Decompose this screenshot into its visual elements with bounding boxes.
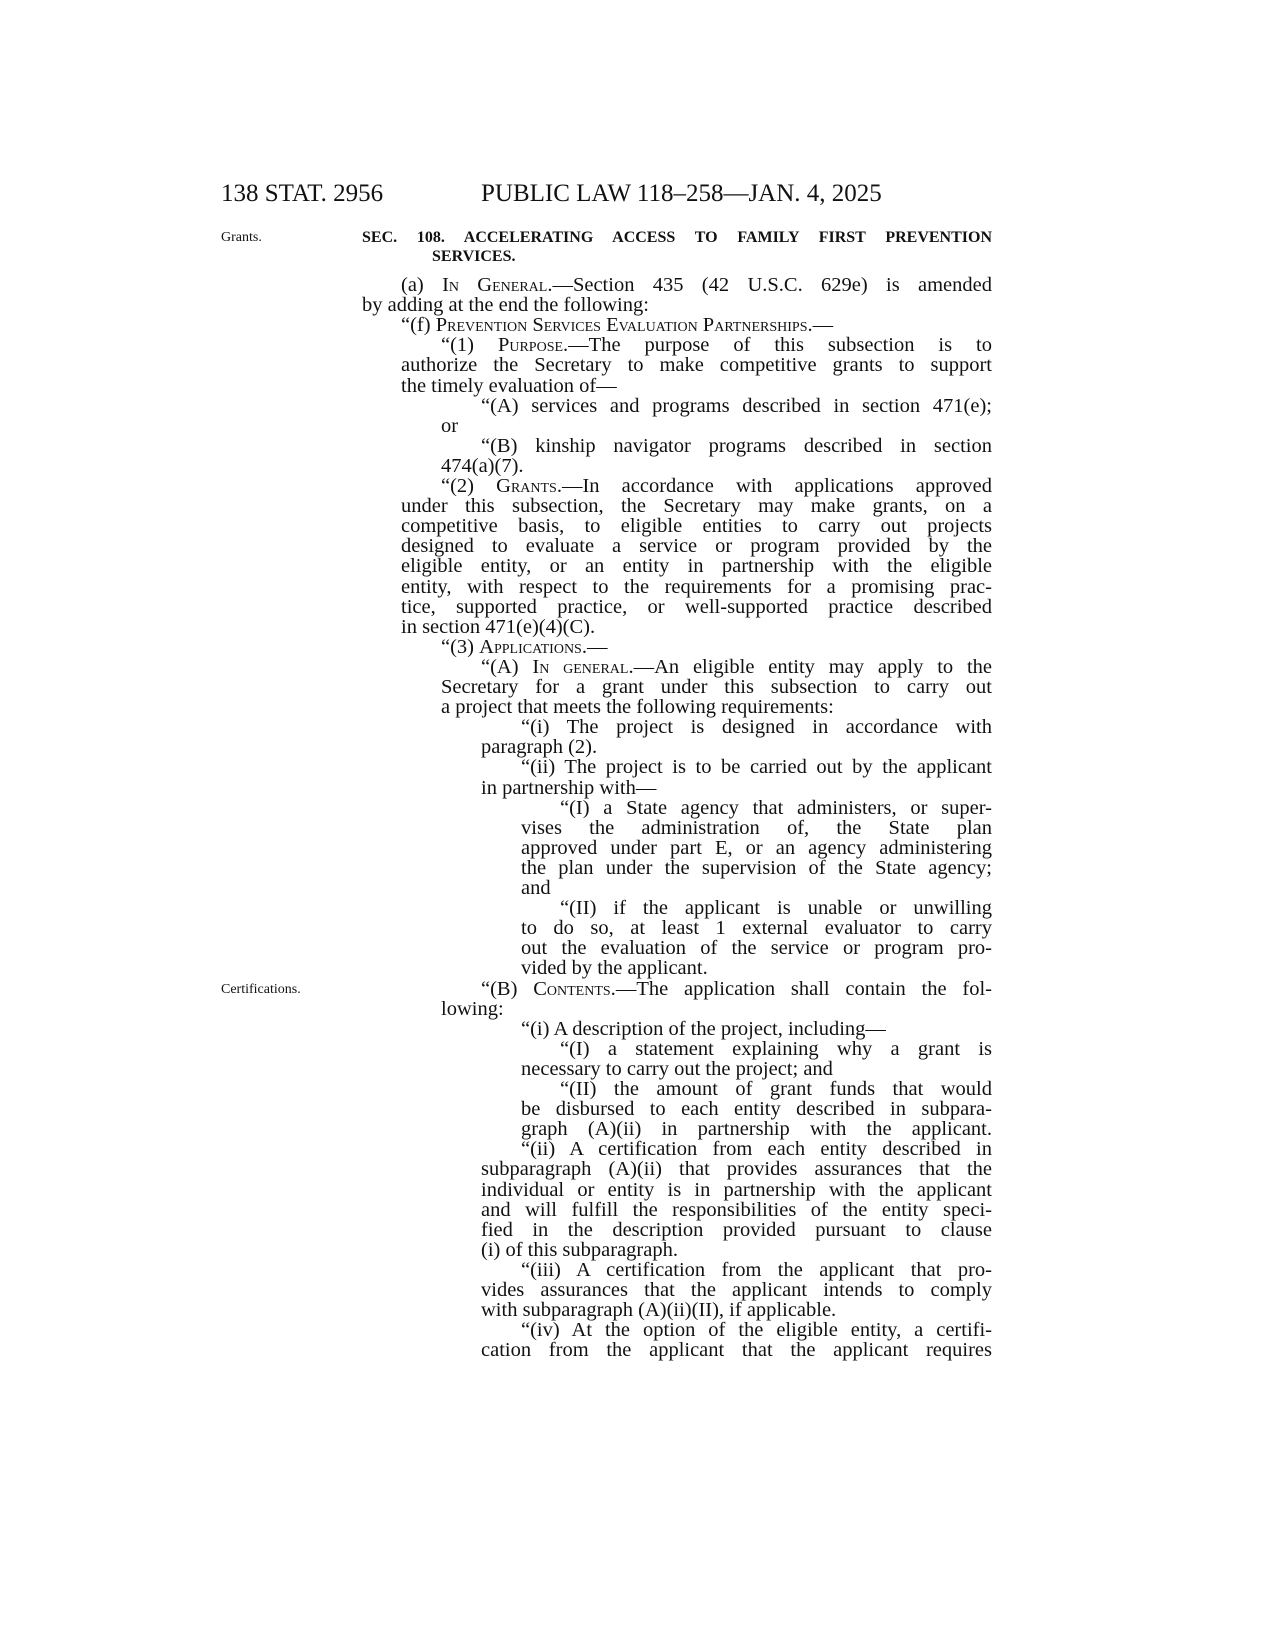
text-line [521, 837, 992, 859]
text-line [401, 354, 992, 376]
text-run: individual or entity is in partnership with the applicant [481, 1178, 992, 1201]
text-run: paragraph (2). [481, 736, 598, 759]
subsection-caption: Prevention Services Evaluation Partnerships. [435, 314, 813, 337]
text-run: “(A) [481, 655, 533, 678]
text-run: in section 471(e)(4)(C). [401, 615, 596, 638]
text-run: out the evaluation of the service or program pro- [521, 937, 992, 960]
text-run: —The purpose of this subsection is to [568, 334, 992, 357]
text-line [441, 676, 992, 698]
text-line [481, 395, 992, 417]
text-line [401, 495, 992, 517]
text-line [521, 957, 708, 979]
subsection-caption: In General. [442, 274, 553, 296]
text-line [481, 1179, 992, 1201]
text-line [521, 716, 992, 738]
text-run: “(B) [481, 977, 534, 1000]
text-line [521, 917, 992, 939]
text-run: be disbursed to each entity described in subpara- [521, 1098, 992, 1121]
text-line [401, 375, 617, 397]
text-line [521, 1319, 992, 1341]
text-line [441, 696, 834, 718]
margin-note-grants: Grants. [221, 230, 262, 245]
running-header: PUBLIC LAW 118–258—JAN. 4, 2025 [481, 180, 882, 207]
text-run: 474(a)(7). [441, 454, 524, 477]
text-run: lowing: [441, 997, 504, 1020]
text-line [521, 1118, 992, 1140]
text-line [560, 897, 992, 919]
text-run: — [586, 635, 608, 658]
text-line [560, 797, 992, 819]
text-line [521, 877, 551, 899]
text-line [362, 294, 649, 316]
text-run: subparagraph (A)(ii) that provides assurances that the [481, 1158, 992, 1181]
text-run: vises the administration of, the State plan [521, 816, 992, 839]
text-run: to do so, at least 1 external evaluator to carry [521, 917, 992, 940]
text-run: “(I) a State agency that administers, or super- [560, 796, 992, 819]
text-line [401, 274, 992, 296]
text-run: fied in the description provided pursuant to clause [481, 1218, 992, 1241]
text-line [521, 756, 992, 778]
text-run: “(ii) The project is to be carried out by the applicant [521, 756, 992, 779]
text-line [401, 535, 992, 557]
subsection-caption: Grants. [496, 475, 562, 497]
text-run: vided by the applicant. [521, 957, 708, 980]
section-heading-continued: SERVICES. [432, 248, 516, 265]
text-line [481, 656, 992, 678]
text-run: “(iv) At the option of the eligible entity, a certifi- [521, 1319, 992, 1342]
text-run: “(ii) A certification from each entity described in [521, 1138, 992, 1161]
text-run: vides assurances that the applicant intends to comply [481, 1279, 992, 1301]
text-run: —In accordance with applications approved [561, 475, 992, 497]
text-line [481, 1199, 992, 1221]
subsection-caption: Applications. [479, 635, 587, 658]
text-run: Secretary for a grant under this subsection to carry out [441, 676, 992, 698]
text-run: “(i) The project is designed in accordance with [521, 716, 992, 739]
section-heading: SEC. 108. ACCELERATING ACCESS TO FAMILY FIRST PREVENTION [362, 229, 992, 246]
text-line [441, 475, 992, 497]
text-line [481, 1158, 992, 1180]
text-run: —The application shall contain the fol- [615, 977, 992, 1000]
text-run: necessary to carry out the project; and [521, 1057, 833, 1080]
text-line [441, 415, 458, 437]
text-run: competitive basis, to eligible entities to carry out projects [401, 515, 992, 538]
subsection-caption: In general. [532, 655, 634, 678]
subsection-caption: Purpose. [497, 334, 569, 357]
margin-note-certifications: Certifications. [221, 982, 301, 997]
text-line [521, 1259, 992, 1281]
text-run: “(3) [441, 635, 480, 658]
text-run: approved under part E, or an agency administering [521, 836, 992, 859]
text-line [481, 1219, 992, 1241]
text-line [401, 596, 992, 618]
text-line [481, 1239, 678, 1261]
subsection-caption: Contents. [533, 977, 616, 1000]
text-line [401, 515, 992, 537]
text-line [481, 1299, 836, 1321]
text-run: authorize the Secretary to make competitive grants to support [401, 354, 992, 377]
text-run: graph (A)(ii) in partnership with the applicant. [521, 1118, 992, 1141]
text-line [521, 1138, 992, 1160]
text-run: —An eligible entity may apply to the [633, 655, 992, 678]
text-run: the timely evaluation of— [401, 374, 617, 397]
text-line [441, 998, 504, 1020]
text-run: “(2) [441, 475, 497, 497]
text-run: and [521, 877, 551, 899]
text-line [560, 1078, 992, 1100]
text-line [521, 857, 992, 879]
text-run: “(II) the amount of grant funds that would [560, 1078, 992, 1100]
text-line [521, 1018, 886, 1040]
text-run: entity, with respect to the requirements for a promising prac- [401, 575, 992, 598]
text-line [441, 334, 992, 356]
text-run: “(II) if the applicant is unable or unwilling [560, 897, 992, 920]
text-line [441, 455, 524, 477]
text-run: in partnership with— [481, 776, 657, 799]
text-line [481, 777, 656, 799]
text-run: (a) [401, 274, 443, 296]
text-line [521, 1058, 833, 1080]
text-run: or [441, 414, 459, 437]
text-run: “(i) A description of the project, including— [521, 1017, 886, 1040]
text-line [521, 817, 992, 839]
text-run: —Section 435 (42 U.S.C. 629e) is amended [552, 274, 992, 296]
text-run: “(A) services and programs described in section 471(e); [481, 394, 992, 417]
text-line [401, 616, 595, 638]
text-run: “(f) [401, 314, 436, 337]
text-line [560, 1038, 992, 1060]
text-line [441, 636, 607, 658]
text-run: tice, supported practice, or well-supported practice described [401, 595, 992, 618]
text-run: and will fulfill the responsibilities of the entity speci- [481, 1198, 992, 1221]
stat-page-number: 138 STAT. 2956 [221, 180, 384, 207]
text-run: “(1) [441, 334, 498, 357]
text-run: “(iii) A certification from the applicant that pro- [521, 1258, 992, 1281]
text-line [481, 1339, 992, 1361]
text-run: — [812, 314, 834, 337]
text-run: by adding at the end the following: [362, 294, 649, 317]
text-line [401, 555, 992, 577]
text-run: a project that meets the following requirements: [441, 696, 834, 719]
text-line [481, 1279, 992, 1301]
text-run: “(I) a statement explaining why a grant is [560, 1037, 992, 1060]
text-run: eligible entity, or an entity in partnership with the eligible [401, 555, 992, 578]
text-run: with subparagraph (A)(ii)(II), if applicable. [481, 1299, 837, 1322]
text-line [401, 576, 992, 598]
text-line [481, 736, 597, 758]
text-run: designed to evaluate a service or program provided by the [401, 535, 992, 558]
text-run: the plan under the supervision of the State agency; [521, 856, 992, 879]
text-line [481, 978, 992, 1000]
text-line [521, 1098, 992, 1120]
text-line [521, 937, 992, 959]
text-run: (i) of this subparagraph. [481, 1238, 678, 1261]
text-line [481, 435, 992, 457]
text-run: under this subsection, the Secretary may make grants, on a [401, 495, 992, 518]
text-line [401, 314, 833, 336]
text-run: cation from the applicant that the applicant requires [481, 1339, 992, 1362]
text-run: “(B) kinship navigator programs described in section [481, 434, 992, 457]
